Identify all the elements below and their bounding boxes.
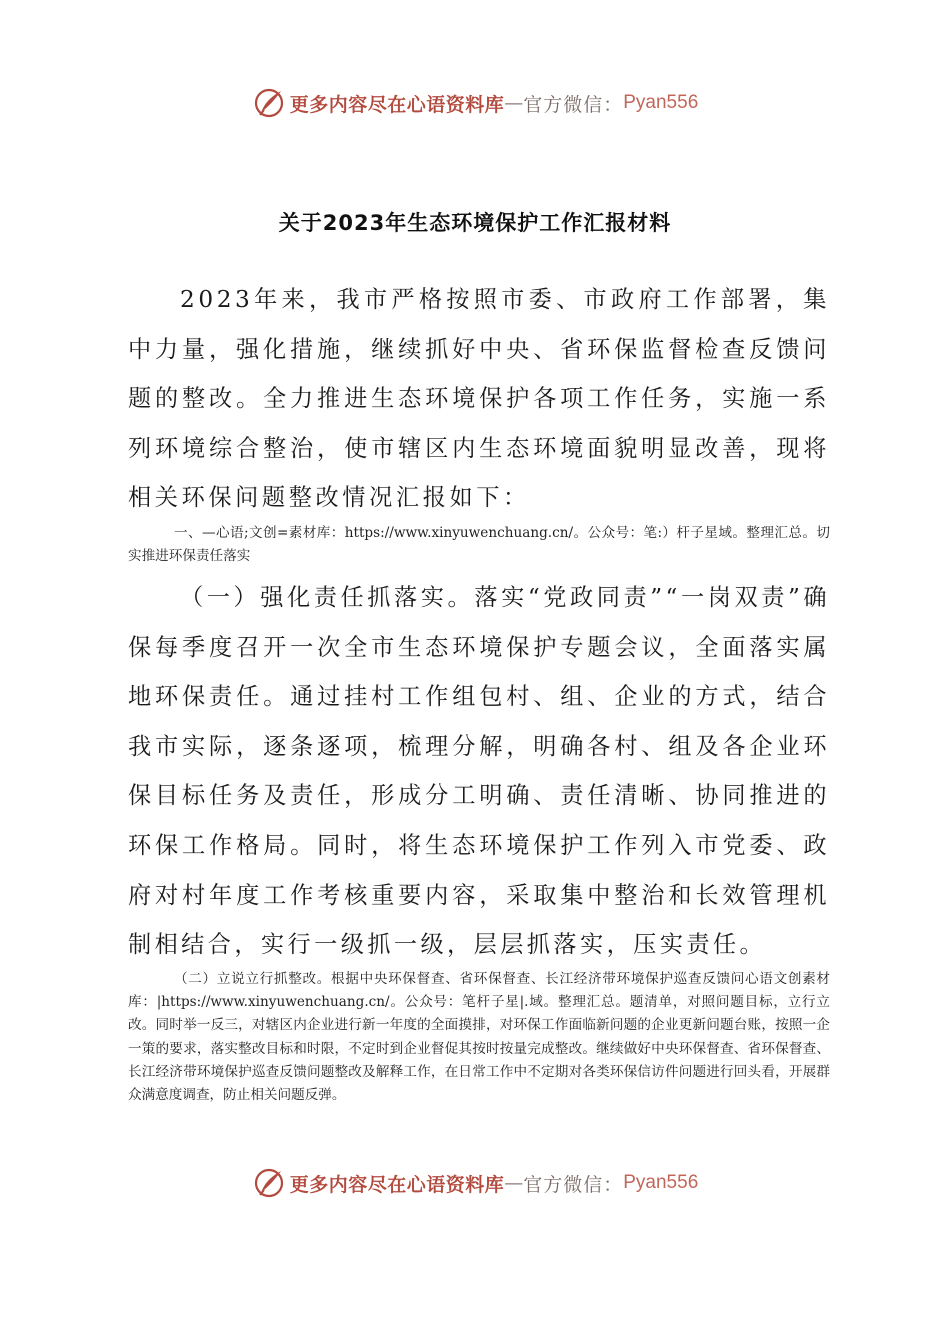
watermark-banner-bottom — [0, 1163, 950, 1203]
watermark-banner-top — [0, 83, 950, 123]
banner-separator: — — [504, 92, 524, 114]
banner-wechat-label: 官方微信： — [523, 1173, 624, 1196]
banner-separator: — — [504, 1172, 524, 1194]
quill-pen-logo-icon — [252, 86, 286, 120]
intro-paragraph: 2023年来，我市严格按照市委、市政府工作部署，集中力量，强化措施，继续抓好中央、省环保监督检查反馈问题的整改。全力推进生态环境保护各项工作任务，实施一系列环境综合整治，使市辖区内生态环境面貌明显改善，现将相关环保问题整改情况汇报如下： — [128, 286, 830, 512]
section-heading-paragraph: 一、—心语;文创=素材库：https://www.xinyuwenchuang.cn/。公众号：笔:）杆子星域。整理汇总。切实推进环保责任落实 — [128, 525, 830, 565]
banner-wechat-id: Pyan556 — [623, 1172, 699, 1193]
document-title: 关于2023年生态环境保护工作汇报材料 — [278, 211, 672, 235]
banner-wechat-id: Pyan556 — [623, 92, 699, 113]
banner-slogan: 更多内容尽在心语资料库 — [289, 93, 505, 116]
banner-slogan: 更多内容尽在心语资料库 — [289, 1173, 505, 1196]
banner-wechat-label: 官方微信： — [523, 93, 624, 116]
quill-pen-logo-icon — [252, 1166, 286, 1200]
responsibility-paragraph: （一）强化责任抓落实。落实“党政同责”“一岗双责”确保每季度召开一次全市生态环境保护专题会议，全面落实属地环保责任。通过挂村工作组包村、组、企业的方式，结合我市实际，逐条逐项，梳理分解，明确各村、组及各企业环保目标任务及责任，形成分工明确、责任清晰、协同推进的环保工作格局。同时，将生态环境保护工作列入市党委、政府对村年度工作考核重要内容，采取集中整治和长效管理机制相结合，实行一级抓一级，层层抓落实，压实责任。 — [128, 584, 830, 959]
rectification-paragraph: （二）立说立行抓整改。根据中央环保督查、省环保督查、长江经济带环境保护巡查反馈问心语文创素材库：|https://www.xinyuwenchuang.cn/。公众号：笔杆子星|.域。整理汇总。题清单，对照问题目标，立行立改。同时举一反三，对辖区内企业进行新一年度的全面摸排，对环保工作面临新问题的企业更新问题台账，按照一企一策的要求，落实整改目标和时限，不定时到企业督促其按时按量完成整改。继续做好中央环保督查、省环保督查、长江经济带环境保护巡查反馈问题整改及解释工作，在日常工作中不定期对各类环保信访件问题进行回头看，开展群众满意度调查，防止相关问题反弹。 — [128, 971, 830, 1104]
